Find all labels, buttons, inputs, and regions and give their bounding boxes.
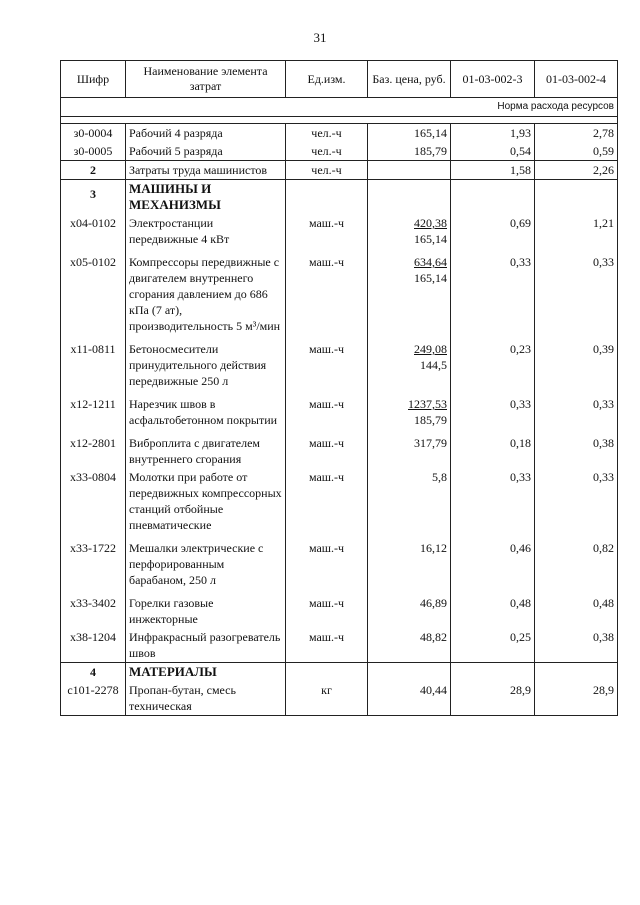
section-title: МАТЕРИАЛЫ [126,663,286,682]
row-unit: маш.-ч [286,340,368,395]
row-code: х33-3402 [61,594,126,628]
row-unit: чел.-ч [286,124,368,143]
row-value-2: 0,38 [535,628,618,663]
table-row [61,681,618,716]
header-col1: 01-03-002-3 [451,61,535,98]
row-code: х12-2801 [61,434,126,468]
header-price: Баз. цена, руб. [368,61,451,98]
row-price [368,395,451,434]
price-secondary: 165,14 [414,271,447,285]
row-code: х33-1722 [61,539,126,594]
header-name: Наименование элемента затрат [126,61,286,98]
row-unit: маш.-ч [286,628,368,663]
row-name: Компрессоры передвижные с двигателем внутреннего сгорания давлением до 686 кПа (7 ат), производительность 5 м³/мин [126,253,286,340]
row-code: з0-0004 [61,124,126,143]
row-value-2: 0,33 [535,395,618,434]
table-row [61,628,618,663]
section-number: 3 [61,180,126,215]
resource-table [60,60,618,716]
row-value-1: 0,33 [451,468,535,539]
row-value-2: 2,26 [535,161,618,180]
row-name: Электростанции передвижные 4 кВт [126,214,286,253]
row-unit: чел.-ч [286,161,368,180]
table-row [61,161,618,180]
row-unit: маш.-ч [286,395,368,434]
row-name: Бетоносмесители принудительного действия передвижные 250 л [126,340,286,395]
row-value-1: 1,93 [451,124,535,143]
table-row [61,468,618,539]
row-value-2: 0,38 [535,434,618,468]
table-row [61,253,618,340]
row-code: з0-0005 [61,142,126,161]
row-price: 46,89 [368,594,451,628]
price-underlined: 634,64 [414,255,447,269]
row-unit: маш.-ч [286,594,368,628]
norm-label-row [61,98,618,117]
row-unit: маш.-ч [286,539,368,594]
table-row [61,434,618,468]
row-unit: маш.-ч [286,253,368,340]
row-value-1: 0,48 [451,594,535,628]
row-value-2: 0,82 [535,539,618,594]
table-row [61,340,618,395]
section-number: 4 [61,663,126,682]
row-price: 16,12 [368,539,451,594]
row-value-1: 0,69 [451,214,535,253]
row-code: х04-0102 [61,214,126,253]
row-value-2: 0,59 [535,142,618,161]
table-row [61,142,618,161]
row-value-2: 2,78 [535,124,618,143]
section-title: МАШИНЫ И МЕХАНИЗМЫ [126,180,286,215]
row-name: Виброплита с двигателем внутреннего сгорания [126,434,286,468]
row-value-1: 0,33 [451,395,535,434]
table-row [61,395,618,434]
row-value-1: 0,54 [451,142,535,161]
table-row [61,124,618,143]
row-value-2: 0,48 [535,594,618,628]
row-unit: кг [286,681,368,716]
row-unit: чел.-ч [286,142,368,161]
row-code: х38-1204 [61,628,126,663]
price-secondary: 185,79 [414,413,447,427]
spacer-row [61,117,618,124]
row-name: Горелки газовые инжекторные [126,594,286,628]
row-value-1: 28,9 [451,681,535,716]
row-price [368,253,451,340]
price-secondary: 165,14 [414,232,447,246]
row-price: 5,8 [368,468,451,539]
page-number: 31 [313,30,327,45]
price-underlined: 420,38 [414,216,447,230]
price-secondary: 144,5 [420,358,447,372]
row-value-2: 0,33 [535,468,618,539]
table-row [61,594,618,628]
row-price: 40,44 [368,681,451,716]
row-value-2: 1,21 [535,214,618,253]
norm-label: Норма расхода ресурсов [61,98,618,117]
row-price: 48,82 [368,628,451,663]
row-name: Молотки при работе от передвижных компрессорных станций отбойные пневматические [126,468,286,539]
price-underlined: 1237,53 [408,397,447,411]
row-value-2: 28,9 [535,681,618,716]
row-price [368,214,451,253]
row-value-1: 0,25 [451,628,535,663]
row-unit: маш.-ч [286,434,368,468]
row-value-1: 0,33 [451,253,535,340]
row-name: Мешалки электрические с перфорированным барабаном, 250 л [126,539,286,594]
row-unit: маш.-ч [286,468,368,539]
row-code: х05-0102 [61,253,126,340]
row-code: х33-0804 [61,468,126,539]
row-price [368,161,451,180]
row-name: Пропан-бутан, смесь техническая [126,681,286,716]
header-code: Шифр [61,61,126,98]
row-price: 165,14 [368,124,451,143]
row-code: х11-0811 [61,340,126,395]
row-value-1: 0,18 [451,434,535,468]
row-value-1: 0,46 [451,539,535,594]
row-name: Затраты труда машинистов [126,161,286,180]
row-value-1: 1,58 [451,161,535,180]
row-code: х12-1211 [61,395,126,434]
row-name: Нарезчик швов в асфальтобетонном покрытии [126,395,286,434]
header-col2: 01-03-002-4 [535,61,618,98]
row-name: Рабочий 5 разряда [126,142,286,161]
section-row [61,180,618,215]
row-code: 2 [61,161,126,180]
table-row [61,214,618,253]
section-row [61,663,618,682]
row-code: с101-2278 [61,681,126,716]
row-price [368,340,451,395]
table-row [61,539,618,594]
row-unit: маш.-ч [286,214,368,253]
row-price: 317,79 [368,434,451,468]
table-header-row [61,61,618,98]
header-unit: Ед.изм. [286,61,368,98]
row-price: 185,79 [368,142,451,161]
price-underlined: 249,08 [414,342,447,356]
row-value-2: 0,39 [535,340,618,395]
row-value-2: 0,33 [535,253,618,340]
row-name: Рабочий 4 разряда [126,124,286,143]
row-value-1: 0,23 [451,340,535,395]
row-name: Инфракрасный разогреватель швов [126,628,286,663]
